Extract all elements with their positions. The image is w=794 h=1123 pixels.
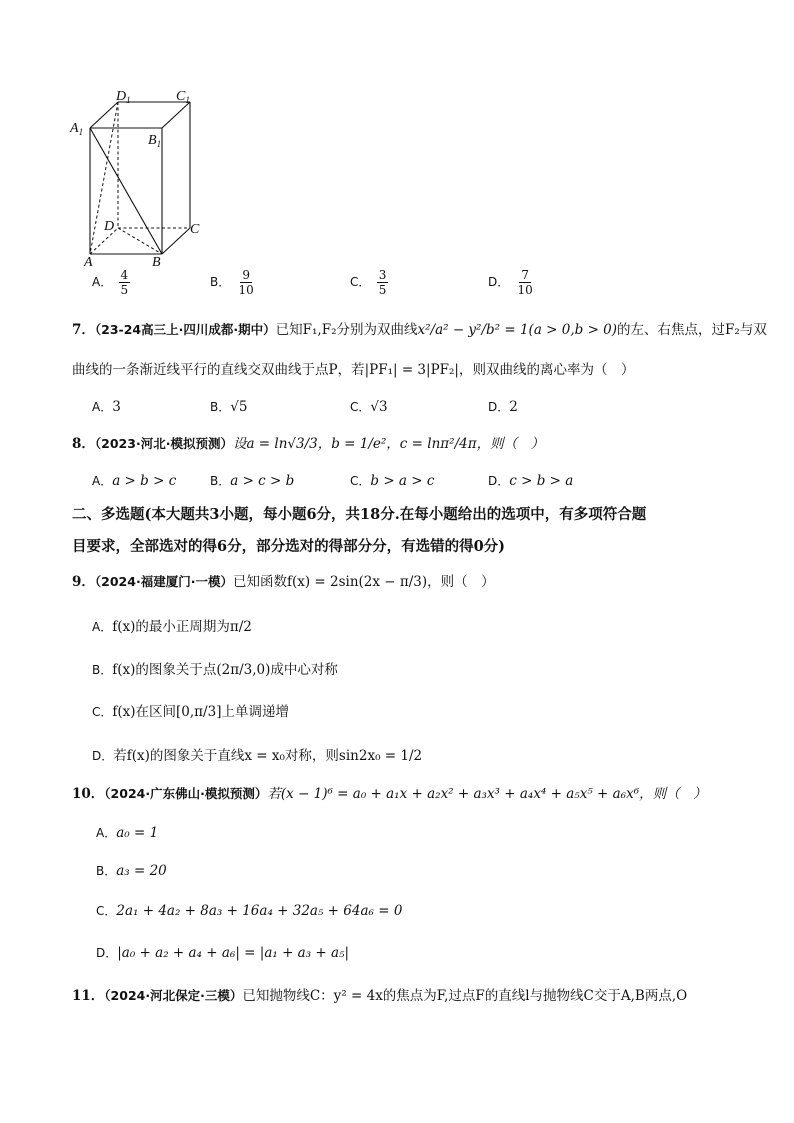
q7-stem-line1: 7．（23-24高三上·四川成都·期中）已知F₁,F₂分别为双曲线x²/a² − y²/b² = 1(a > 0,b > 0)的左、右焦点，过F₂与双 <box>72 322 767 338</box>
q10-stem: 10．（2024·广东佛山·模拟预测）若(x − 1)⁶ = a₀ + a₁x + a₂x² + a₃x³ + a₄x⁴ + a₅x⁵ + a₆x⁶，则（ ） <box>72 786 707 802</box>
section-heading-line1: 二、多选题(本大题共3小题，每小题6分，共18分.在每小题给出的选项中，有多项符合题 <box>72 506 647 523</box>
q7-option-c[interactable]: C．√3 <box>350 399 388 415</box>
q8-option-c[interactable]: C．b > a > c <box>350 473 435 489</box>
label-d1: $D_1$ <box>116 89 131 105</box>
q10-option-b[interactable]: B．a₃ = 20 <box>96 863 167 879</box>
q6-d-frac: $\frac{7}{10}$ <box>517 268 533 297</box>
q7-option-b[interactable]: B．√5 <box>210 399 248 415</box>
q7-option-d[interactable]: D．2 <box>488 399 518 415</box>
q6-option-b[interactable]: B． $\frac{9}{10}$ <box>210 268 254 297</box>
q6-option-c[interactable]: C． $\frac{3}{5}$ <box>350 268 387 297</box>
q10-option-d[interactable]: D．|a₀ + a₂ + a₄ + a₆| = |a₁ + a₃ + a₅| <box>96 945 350 961</box>
label-b1: $B_1$ <box>148 133 162 149</box>
prism-figure <box>68 88 218 268</box>
q9-stem: 9．（2024·福建厦门·一模）已知函数f(x) = 2sin(2x − π/3)，则（ ） <box>72 574 495 590</box>
q11-stem: 11．（2024·河北保定·三模）已知抛物线C：y² = 4x的焦点为F,过点F的直线l与抛物线C交于A,B两点,O <box>72 988 688 1004</box>
label-c: C <box>190 222 200 237</box>
q8-option-d[interactable]: D．c > b > a <box>488 473 574 489</box>
q6-a-frac: $\frac{4}{5}$ <box>120 268 129 297</box>
q10-option-c[interactable]: C．2a₁ + 4a₂ + 8a₃ + 16a₄ + 32a₅ + 64a₆ = 0 <box>96 903 403 919</box>
q9-option-b[interactable]: B．f(x)的图象关于点(2π/3,0)成中心对称 <box>92 662 338 678</box>
label-d: D <box>104 219 115 234</box>
q9-option-d[interactable]: D．若f(x)的图象关于直线x = x₀对称，则sin2x₀ = 1/2 <box>92 748 423 764</box>
q10-option-a[interactable]: A．a₀ = 1 <box>96 825 159 841</box>
label-a1: $A_1$ <box>70 121 84 137</box>
q8-option-b[interactable]: B．a > c > b <box>210 473 295 489</box>
q8-stem: 8．（2023·河北·模拟预测）设a = ln√3/3，b = 1/e²，c = lnπ²/4π，则（ ） <box>72 436 545 452</box>
q6-b-frac: $\frac{9}{10}$ <box>238 268 254 297</box>
q6-c-frac: $\frac{3}{5}$ <box>378 268 387 297</box>
label-c1: $C_1$ <box>176 89 190 105</box>
q9-option-a[interactable]: A．f(x)的最小正周期为π/2 <box>92 619 252 635</box>
q9-option-c[interactable]: C．f(x)在区间[0,π/3]上单调递增 <box>92 704 289 720</box>
label-b: B <box>152 255 161 268</box>
q7-stem-line2: 曲线的一条渐近线平行的直线交双曲线于点P，若|PF₁| = 3|PF₂|，则双曲线的离心率为（ ） <box>72 362 635 378</box>
q7-option-a[interactable]: A．3 <box>92 399 121 415</box>
q8-option-a[interactable]: A．a > b > c <box>92 473 177 489</box>
section-heading-line2: 目要求，全部选对的得6分，部分选对的得部分分，有选错的得0分) <box>72 538 506 555</box>
label-a: A <box>84 255 93 268</box>
q6-option-a[interactable]: A． $\frac{4}{5}$ <box>92 268 129 297</box>
q6-option-d[interactable]: D． $\frac{7}{10}$ <box>488 268 533 297</box>
